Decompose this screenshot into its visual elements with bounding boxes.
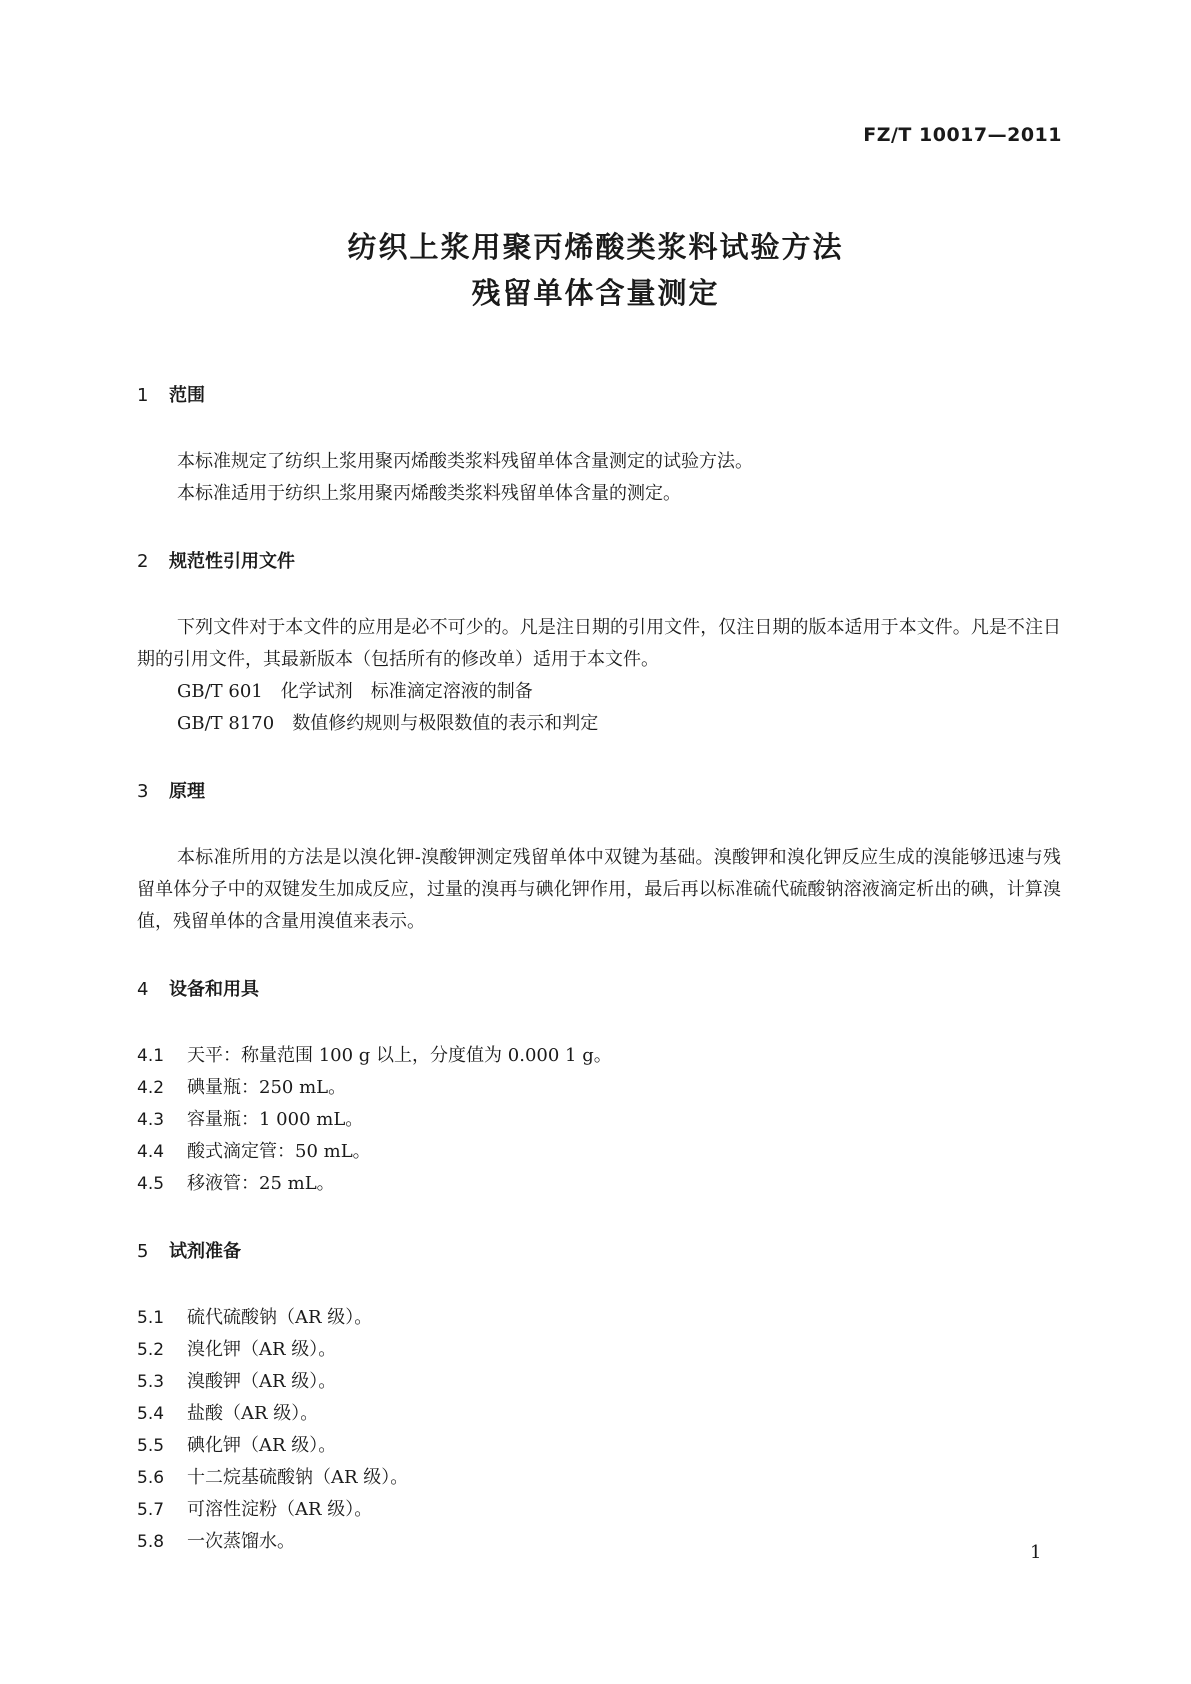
paragraph: 下列文件对于本文件的应用是必不可少的。凡是注日期的引用文件，仅注日期的版本适用于本文件。凡是不注日期的引用文件，其最新版本（包括所有的修改单）适用于本文件。 — [137, 617, 1061, 670]
list-item — [137, 1334, 1061, 1366]
list-item — [137, 1494, 1061, 1526]
section-number: 5 — [137, 1241, 149, 1262]
item-number: 5.8 — [137, 1532, 165, 1552]
item-number: 5.6 — [137, 1468, 165, 1488]
item-number: 4.5 — [137, 1174, 165, 1194]
reference-item — [137, 708, 1061, 740]
item-number: 5.7 — [137, 1500, 165, 1520]
list-item — [137, 1072, 1061, 1104]
section-number: 3 — [137, 781, 149, 802]
item-text: 盐酸（AR 级）。 — [187, 1403, 319, 1424]
item-text: 碘化钾（AR 级）。 — [187, 1435, 337, 1456]
section-heading-scope — [137, 382, 1061, 410]
list-item — [137, 1040, 1061, 1072]
list-item — [137, 1136, 1061, 1168]
section-heading-reagents — [137, 1238, 1061, 1266]
item-text: 酸式滴定管：50 mL。 — [187, 1141, 371, 1162]
paragraph: 本标准所用的方法是以溴化钾-溴酸钾测定残留单体中双键为基础。溴酸钾和溴化钾反应生成的溴能够迅速与残留单体分子中的双键发生加成反应，过量的溴再与碘化钾作用，最后再以标准硫代硫酸钠溶液滴定析出的碘，计算溴值，残留单体的含量用溴值来表示。 — [137, 847, 1061, 932]
list-item — [137, 1302, 1061, 1334]
title-line-1: 纺织上浆用聚丙烯酸类浆料试验方法 — [347, 230, 844, 264]
document-title — [0, 224, 1191, 316]
item-number: 5.3 — [137, 1372, 165, 1392]
item-number: 4.4 — [137, 1142, 165, 1162]
section-heading-principle — [137, 778, 1061, 806]
paragraph: 本标准适用于纺织上浆用聚丙烯酸类浆料残留单体含量的测定。 — [177, 483, 681, 504]
list-item — [137, 1526, 1061, 1558]
section-title: 原理 — [169, 781, 205, 802]
reference-code: GB/T 8170 — [177, 713, 275, 734]
item-text: 十二烷基硫酸钠（AR 级）。 — [187, 1467, 409, 1488]
section-number: 4 — [137, 979, 149, 1000]
reference-title: 数值修约规则与极限数值的表示和判定 — [292, 713, 599, 734]
standard-code: FZ/T 10017—2011 — [863, 124, 1062, 146]
reference-title: 化学试剂 标准滴定溶液的制备 — [280, 681, 533, 702]
reference-code: GB/T 601 — [177, 681, 263, 702]
item-text: 硫代硫酸钠（AR 级）。 — [187, 1307, 373, 1328]
list-item — [137, 1168, 1061, 1200]
item-number: 5.1 — [137, 1308, 165, 1328]
item-number: 4.1 — [137, 1046, 165, 1066]
page-number: 1 — [1030, 1542, 1042, 1563]
list-item — [137, 1104, 1061, 1136]
section-number: 2 — [137, 551, 149, 572]
item-text: 碘量瓶：250 mL。 — [187, 1077, 347, 1098]
item-number: 5.2 — [137, 1340, 165, 1360]
item-text: 溴化钾（AR 级）。 — [187, 1339, 337, 1360]
section-heading-normative-references — [137, 548, 1061, 576]
section-title: 试剂准备 — [169, 1241, 241, 1262]
list-item — [137, 1462, 1061, 1494]
section-title: 设备和用具 — [169, 979, 259, 1000]
section-title: 范围 — [169, 385, 205, 406]
list-item — [137, 1430, 1061, 1462]
item-text: 容量瓶：1 000 mL。 — [187, 1109, 364, 1130]
section-title: 规范性引用文件 — [169, 551, 295, 572]
item-text: 溴酸钾（AR 级）。 — [187, 1371, 337, 1392]
paragraph: 本标准规定了纺织上浆用聚丙烯酸类浆料残留单体含量测定的试验方法。 — [177, 451, 753, 472]
title-line-2: 残留单体含量测定 — [471, 276, 720, 310]
section-heading-apparatus — [137, 976, 1061, 1004]
item-text: 天平：称量范围 100 g 以上，分度值为 0.000 1 g。 — [187, 1045, 612, 1066]
item-text: 一次蒸馏水。 — [187, 1531, 295, 1552]
reference-item — [137, 676, 1061, 708]
item-number: 4.2 — [137, 1078, 165, 1098]
item-number: 4.3 — [137, 1110, 165, 1130]
list-item — [137, 1366, 1061, 1398]
item-text: 可溶性淀粉（AR 级）。 — [187, 1499, 373, 1520]
item-number: 5.5 — [137, 1436, 165, 1456]
list-item — [137, 1398, 1061, 1430]
item-number: 5.4 — [137, 1404, 165, 1424]
document-body — [137, 382, 1061, 1558]
section-number: 1 — [137, 385, 149, 406]
item-text: 移液管：25 mL。 — [187, 1173, 335, 1194]
